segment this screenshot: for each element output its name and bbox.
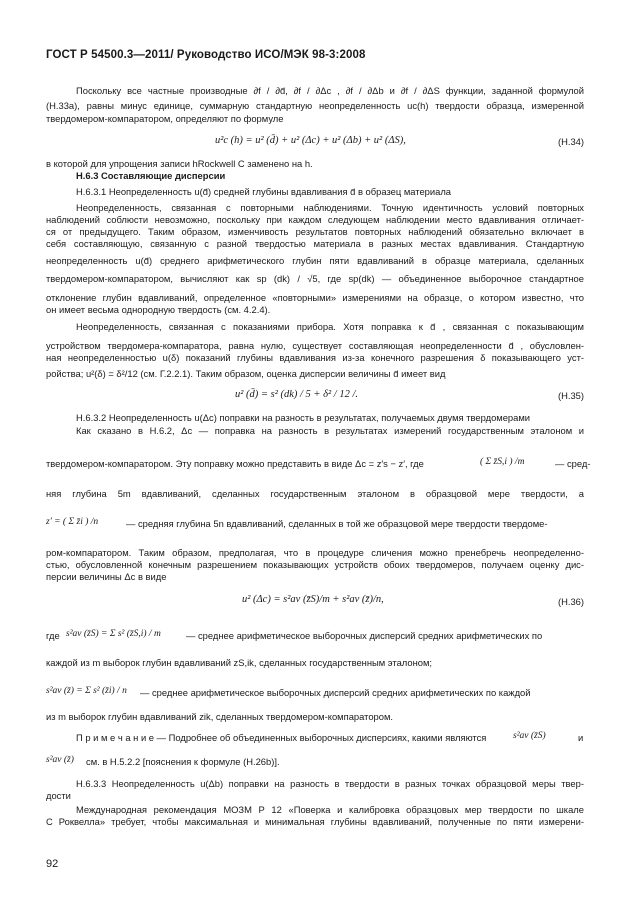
equation-zbar-s: ( Σ z̄S,i ) /m xyxy=(480,457,525,467)
text-line: он имеет весьма однородную твердость (см. 4.2.4). xyxy=(46,304,271,315)
text-line: каждой из m выборок глубин вдавливаний zS,ik, сделанных государственным эталоном; xyxy=(46,657,433,668)
page-header: ГОСТ Р 54500.3—2011/ Руководство ИСО/МЭК 98-3:2008 xyxy=(46,49,366,61)
equation-number: (Н.34) xyxy=(557,136,584,147)
equation-note-s1: s²av (z̄S) xyxy=(513,731,546,741)
text-line: — среднее арифметическое выборочных дисперсий средних арифметических по xyxy=(186,630,543,641)
text-line: Н.6.3.3 Неопределенность u(Δb) поправки на разность в твердости в разных точках образцовой меры твер- xyxy=(76,778,584,789)
equation-note-s2: s²av (z̄) xyxy=(46,755,74,765)
note-line: П р и м е ч а н и е — Подробнее об объединенных выборочных дисперсиях, какими являются xyxy=(76,732,487,743)
text-line: Неопределенность, связанная с повторными наблюдениями. Точную идентичность условий повторных xyxy=(76,202,584,213)
text-line: — средняя глубина 5n вдавливаний, сделанных в той же образцовой мере твердости твердоме- xyxy=(126,518,548,529)
text-line: наблюдений соблюсти невозможно, поскольку при каждом следующем наблюдении место вдавливания отличает- xyxy=(46,214,584,225)
text-line: Поскольку все частные производные ∂f / ∂d̄, ∂f / ∂Δc , ∂f / ∂Δb и ∂f / ∂ΔS функции, заданной формулой xyxy=(76,85,584,96)
text-line: Н.6.3.1 Неопределенность u(d̄) средней глубины вдавливания d̄ в образец материала xyxy=(76,186,452,197)
text-line: няя глубина 5m вдавливаний, сделанных государственным эталоном в образцовой мере твердости, а xyxy=(46,488,584,499)
text-line: ся от предыдущего. Таким образом, изменчивость результатов повторных наблюдений обязательно включает в xyxy=(46,226,584,237)
equation-number: (Н.36) xyxy=(557,596,584,607)
text-line: себя составляющую, связанную с разной твердостью материала в разных местах вдавливания. Стандартную xyxy=(46,238,584,249)
equation-h34: u²c (h) = u² (d̄) + u² (Δc) + u² (Δb) + u² (ΔS), xyxy=(215,135,406,146)
text-line: устройством твердомера-компаратора, равна нулю, существует составляющая неопределенности d̄ , обусловлен- xyxy=(46,340,584,351)
text-line: — среднее арифметическое выборочных дисперсий средних арифметических по каждой xyxy=(140,687,531,698)
text-line: Н.6.3.2 Неопределенность u(Δc) поправки на разность в результатах, получаемых двумя твердомерами xyxy=(76,412,531,423)
equation-h36: u² (Δc) = s²av (z̄S)/m + s²av (z̄)/n, xyxy=(242,594,384,605)
page-number: 92 xyxy=(46,858,59,870)
text-line: твердомером-компаратором, определяют по формуле xyxy=(46,113,284,124)
text-line: (Н.33а), равны минус единице, суммарную стандартную неопределенность uc(h) твердости образца, измеренной xyxy=(46,100,584,111)
text-line: твердомером-компаратором, вычисляют как sp (dk) / √5, где sp(dk) — объединенное выборочное стандартное xyxy=(46,273,584,284)
text-line: неопределенность u(d̄) среднего арифметического глубин пяти вдавливаний в образце материала, сделанных xyxy=(46,255,584,266)
equation-sav: s²av (z̄) = Σ s² (z̄i) / n xyxy=(46,686,127,696)
text-line: Неопределенность, связанная с показаниями прибора. Хотя поправка к d̄ , связанная с показывающим xyxy=(76,321,584,332)
text-line: где xyxy=(46,630,60,641)
note-line: и xyxy=(578,732,584,743)
text-line: отклонение глубин вдавливаний, определенное «повторными» измерениями на образце, о котором известно, что xyxy=(46,292,584,303)
equation-h35: u² (d̄) = s² (dk) / 5 + δ² / 12 /. xyxy=(235,389,358,400)
text-line: дости xyxy=(46,790,71,801)
text-line: С Роквелла» требует, чтобы максимальная и минимальная глубины вдавливаний, полученные по пяти измерени- xyxy=(46,816,584,827)
text-line: персии величины Δc в виде xyxy=(46,571,167,582)
text-line: ройства; u²(δ) = δ²/12 (см. Г.2.2.1). Таким образом, оценка дисперсии величины d̄ имеет вид xyxy=(46,368,446,379)
equation-zprime: z′ = ( Σ z̄i ) /n xyxy=(46,517,99,527)
text-line: в которой для упрощения записи hRockwell C заменено на h. xyxy=(46,158,313,169)
text-line: — сред- xyxy=(555,458,591,469)
equation-number: (Н.35) xyxy=(557,390,584,401)
section-heading: Н.6.3 Составляющие дисперсии xyxy=(76,170,226,181)
text-line: Международная рекомендация МОЗМ Р 12 «Поверка и калибровка образцовых мер твердости по шкале xyxy=(76,804,584,815)
text-line: ром-компаратором. Таким образом, предполагая, что в процедуре сличения можно пренебречь неопределенно- xyxy=(46,547,584,558)
text-line: из m выборок глубин вдавливаний zik, сделанных твердомером-компаратором. xyxy=(46,711,394,722)
note-line: см. в Н.5.2.2 [пояснения к формуле (Н.26b)]. xyxy=(86,756,280,767)
text-line: стью, обусловленной конечным разрешением показывающих устройств обоих твердомеров, получаем оценку дис- xyxy=(46,559,584,570)
text-line: твердомером-компаратором. Эту поправку можно представить в виде Δc = z′s − z′, где xyxy=(46,458,424,469)
text-line: ная неопределенностью u(δ) показаний глубины вдавливания из-за конечного разрешения δ показывающего уст- xyxy=(46,352,584,363)
equation-sav-s: s²av (z̄S) = Σ s² (z̄S,i) / m xyxy=(66,629,161,639)
text-line: Как сказано в Н.6.2, Δc — поправка на разность в результатах измерений государственным эталоном и xyxy=(76,425,584,436)
